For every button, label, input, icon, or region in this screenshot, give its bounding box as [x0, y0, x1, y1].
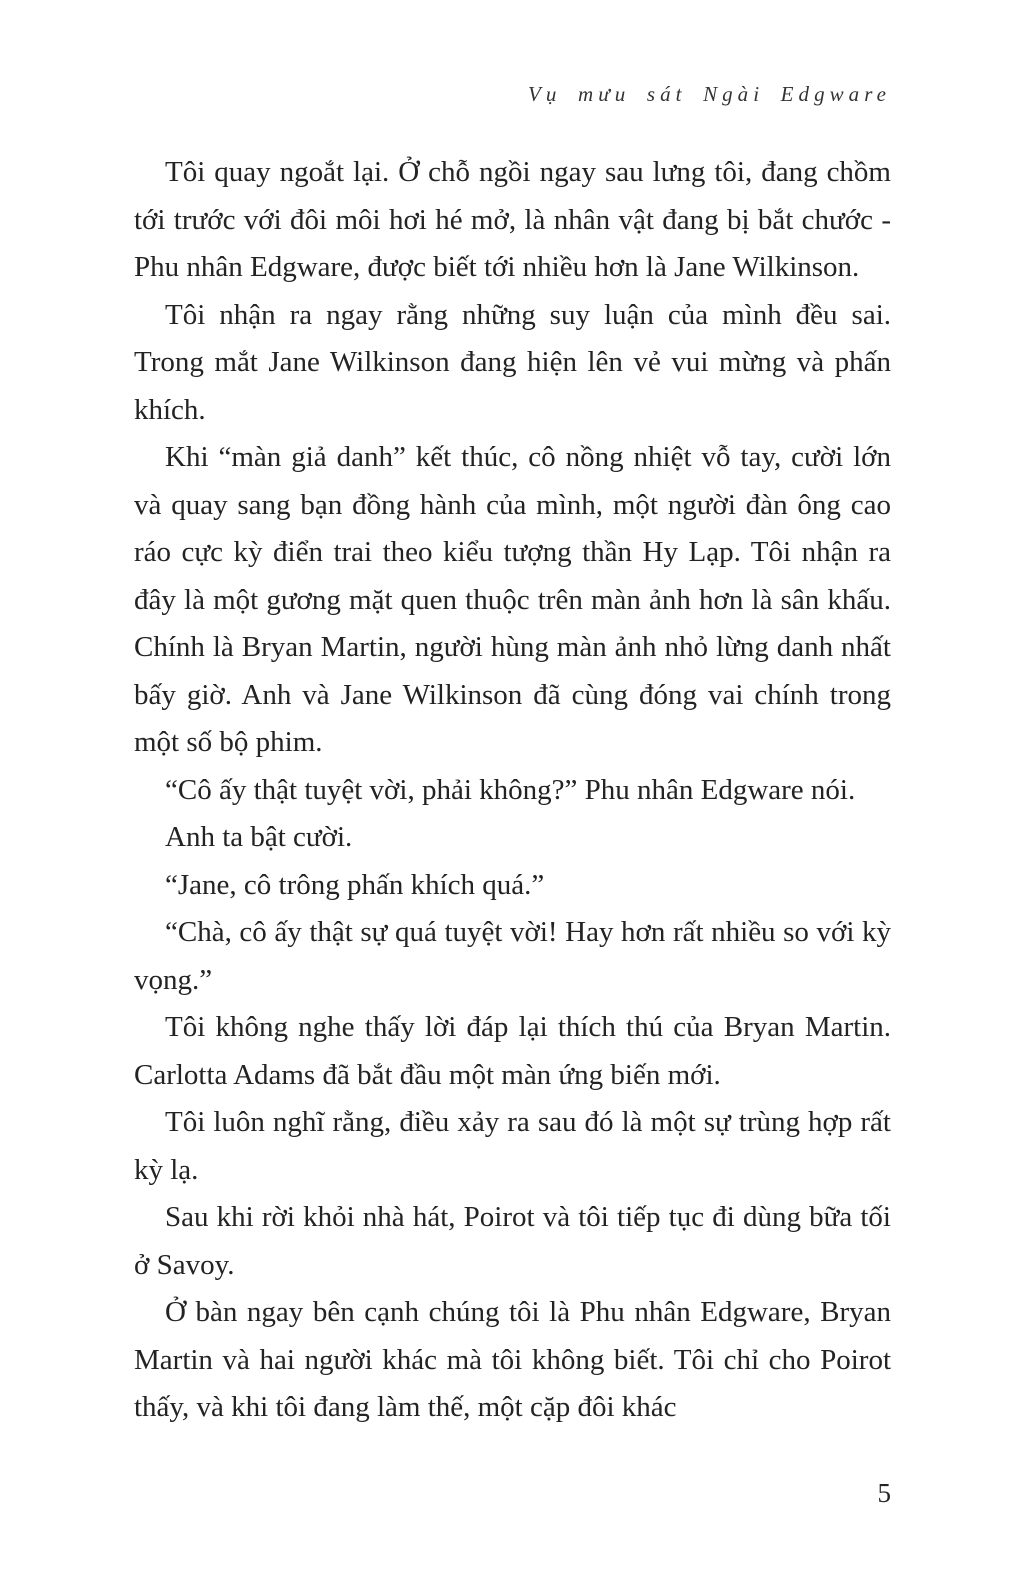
paragraph: Tôi không nghe thấy lời đáp lại thích thú của Bryan Martin. Carlotta Adams đã bắt đầu một màn ứng biến mới.: [134, 1011, 891, 1091]
body-text: [134, 149, 891, 1432]
paragraph: “Jane, cô trông phấn khích quá.”: [165, 868, 545, 901]
paragraph: “Cô ấy thật tuyệt vời, phải không?” Phu nhân Edgware nói.: [165, 773, 856, 806]
paragraph: Tôi nhận ra ngay rằng những suy luận của mình đều sai. Trong mắt Jane Wilkinson đang hiện lên vẻ vui mừng và phấn khích.: [134, 298, 891, 426]
paragraph: Ở bàn ngay bên cạnh chúng tôi là Phu nhân Edgware, Bryan Martin và hai người khác mà tôi không biết. Tôi chỉ cho Poirot thấy, và khi tôi đang làm thế, một cặp đôi khác: [134, 1296, 891, 1423]
page-number: 5: [877, 1478, 891, 1508]
running-header: Vụ mưu sát Ngài Edgware: [528, 82, 891, 106]
paragraph: Sau khi rời khỏi nhà hát, Poirot và tôi tiếp tục đi dùng bữa tối ở Savoy.: [134, 1201, 891, 1281]
paragraph: Tôi quay ngoắt lại. Ở chỗ ngồi ngay sau lưng tôi, đang chồm tới trước với đôi môi hơi hé mở, là nhân vật đang bị bắt chước - Phu nhân Edgware, được biết tới nhiều hơn là Jane Wilkinson.: [134, 156, 891, 283]
paragraph: Anh ta bật cười.: [165, 821, 353, 853]
paragraph: Khi “màn giả danh” kết thúc, cô nồng nhiệt vỗ tay, cười lớn và quay sang bạn đồng hành của mình, một người đàn ông cao ráo cực kỳ điển trai theo kiểu tượng thần Hy Lạp. Tôi nhận ra đây là một gương mặt quen thuộc trên màn ảnh hơn là sân khấu. Chính là Bryan Martin, người hùng màn ảnh nhỏ lừng danh nhất bấy giờ. Anh và Jane Wilkinson đã cùng đóng vai chính trong một số bộ phim.: [134, 441, 891, 758]
paragraph: Tôi luôn nghĩ rằng, điều xảy ra sau đó là một sự trùng hợp rất kỳ lạ.: [134, 1106, 891, 1186]
paragraph: “Chà, cô ấy thật sự quá tuyệt vời! Hay hơn rất nhiều so với kỳ vọng.”: [134, 916, 891, 996]
